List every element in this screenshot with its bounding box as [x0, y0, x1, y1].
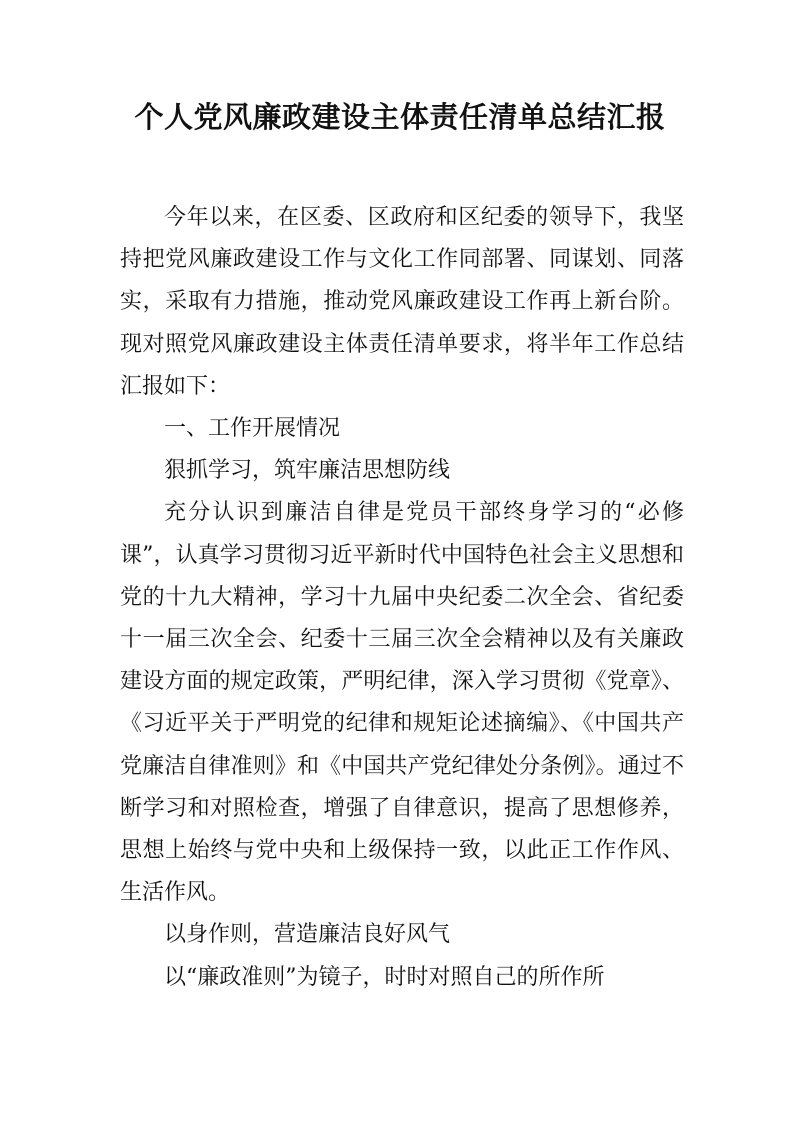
subheading-example: 以身作则，营造廉洁良好风气 [164, 922, 451, 948]
paragraph-example: 以“廉政准则”为镜子，时时对照自己的所作所 [164, 964, 605, 990]
subheading-study: 狠抓学习，筑牢廉洁思想防线 [164, 458, 451, 484]
document-body [120, 197, 684, 999]
paragraph-intro: 今年以来，在区委、区政府和区纪委的领导下，我坚持把党风廉政建设工作与文化工作同部署、同谋划、同落实，采取有力措施，推动党风廉政建设工作再上新台阶。现对照党风廉政建设主体责任清单要求，将半年工作总结汇报如下： [120, 205, 684, 399]
document-title: 个人党风廉政建设主体责任清单总结汇报 [134, 100, 666, 134]
paragraph-study: 充分认识到廉洁自律是党员干部终身学习的“必修课”，认真学习贯彻习近平新时代中国特色社会主义思想和党的十九大精神，学习十九届中央纪委二次全会、省纪委十一届三次全会、纪委十三届三次全会精神以及有关廉政建设方面的规定政策，严明纪律，深入学习贯彻《党章》、《习近平关于严明党的纪律和规矩论述摘编》、《中国共产党廉洁自律准则》和《中国共产党纪律处分条例》。通过不断学习和对照检查，增强了自律意识，提高了思想修养，思想上始终与党中央和上级保持一致，以此正工作作风、生活作风。 [120, 500, 684, 906]
section-heading-work-status: 一、工作开展情况 [164, 416, 341, 442]
